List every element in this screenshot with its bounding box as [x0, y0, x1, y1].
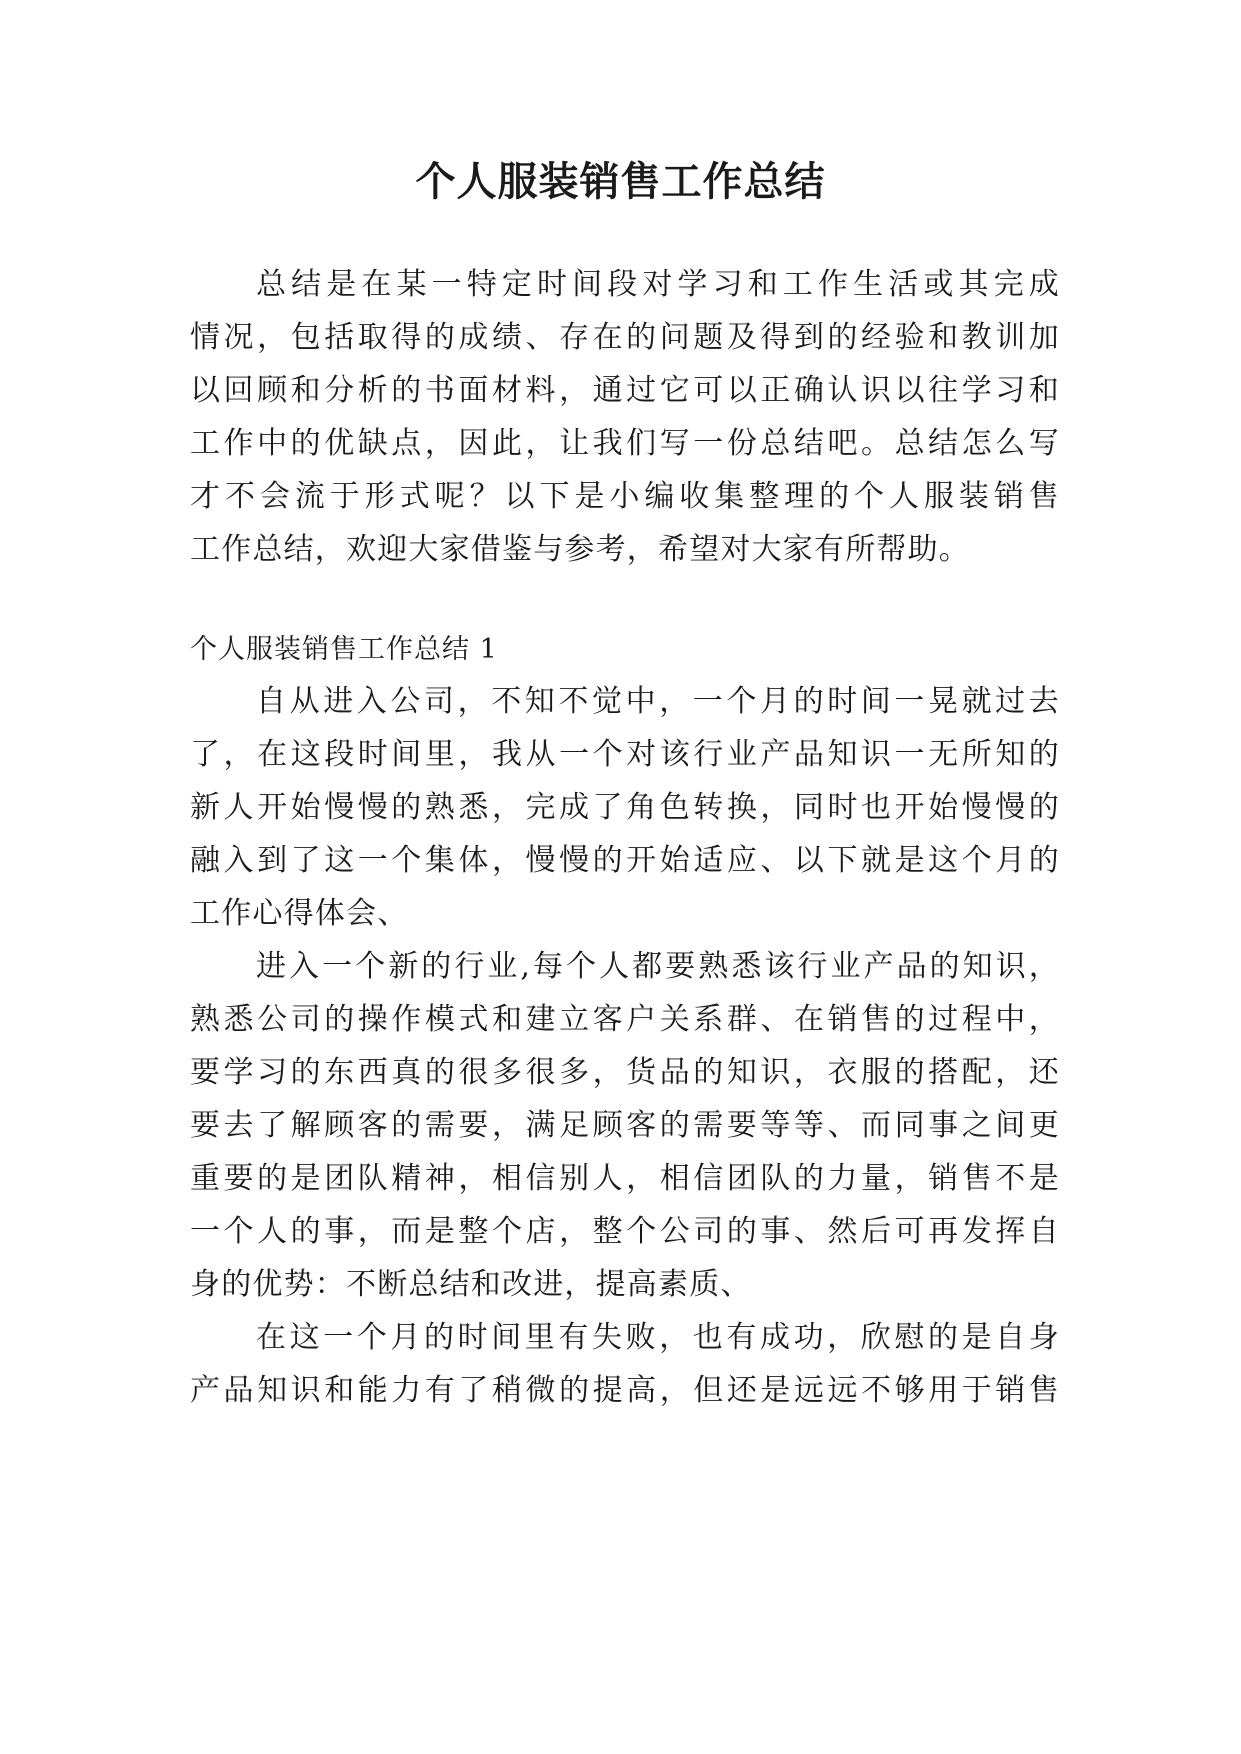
paragraph-line: 了，在这段时间里，我从一个对该行业产品知识一无所知的	[190, 737, 1060, 772]
paragraph-line: 重要的是团队精神，相信别人，相信团队的力量，销售不是	[190, 1161, 1060, 1196]
paragraph-line: 在这一个月的时间里有失败，也有成功，欣慰的是自身	[256, 1320, 1060, 1355]
paragraph-line: 一个人的事，而是整个店，整个公司的事、然后可再发挥自	[190, 1214, 1060, 1249]
intro-line: 情况，包括取得的成绩、存在的问题及得到的经验和教训加	[190, 320, 1060, 355]
paragraph-line: 产品知识和能力有了稍微的提高，但还是远远不够用于销售	[190, 1373, 1060, 1408]
intro-line: 以回顾和分析的书面材料，通过它可以正确认识以往学习和	[190, 373, 1060, 408]
paragraph-line: 融入到了这一个集体，慢慢的开始适应、以下就是这个月的	[190, 843, 1060, 878]
intro-line: 工作中的优缺点，因此，让我们写一份总结吧。总结怎么写	[190, 426, 1060, 461]
paragraph-line: 工作心得体会、	[190, 896, 409, 931]
paragraph-line: 要学习的东西真的很多很多，货品的知识，衣服的搭配，还	[190, 1055, 1060, 1090]
intro-line: 总结是在某一特定时间段对学习和工作生活或其完成	[256, 267, 1060, 302]
paragraph-line: 要去了解顾客的需要，满足顾客的需要等等、而同事之间更	[190, 1108, 1060, 1143]
paragraph-line: 身的优势：不断总结和改进，提高素质、	[190, 1267, 752, 1302]
paragraph-line: 自从进入公司，不知不觉中，一个月的时间一晃就过去	[256, 684, 1060, 719]
intro-line: 才不会流于形式呢？以下是小编收集整理的个人服装销售	[190, 479, 1060, 514]
paragraph-line: 进入一个新的行业,每个人都要熟悉该行业产品的知识，	[256, 949, 1060, 984]
section-heading: 个人服装销售工作总结 1	[190, 634, 498, 665]
intro-line: 工作总结，欢迎大家借鉴与参考，希望对大家有所帮助。	[190, 532, 970, 567]
document-title: 个人服装销售工作总结	[415, 158, 826, 205]
paragraph-line: 熟悉公司的操作模式和建立客户关系群、在销售的过程中，	[190, 1002, 1060, 1037]
paragraph-line: 新人开始慢慢的熟悉，完成了角色转换，同时也开始慢慢的	[190, 790, 1060, 825]
